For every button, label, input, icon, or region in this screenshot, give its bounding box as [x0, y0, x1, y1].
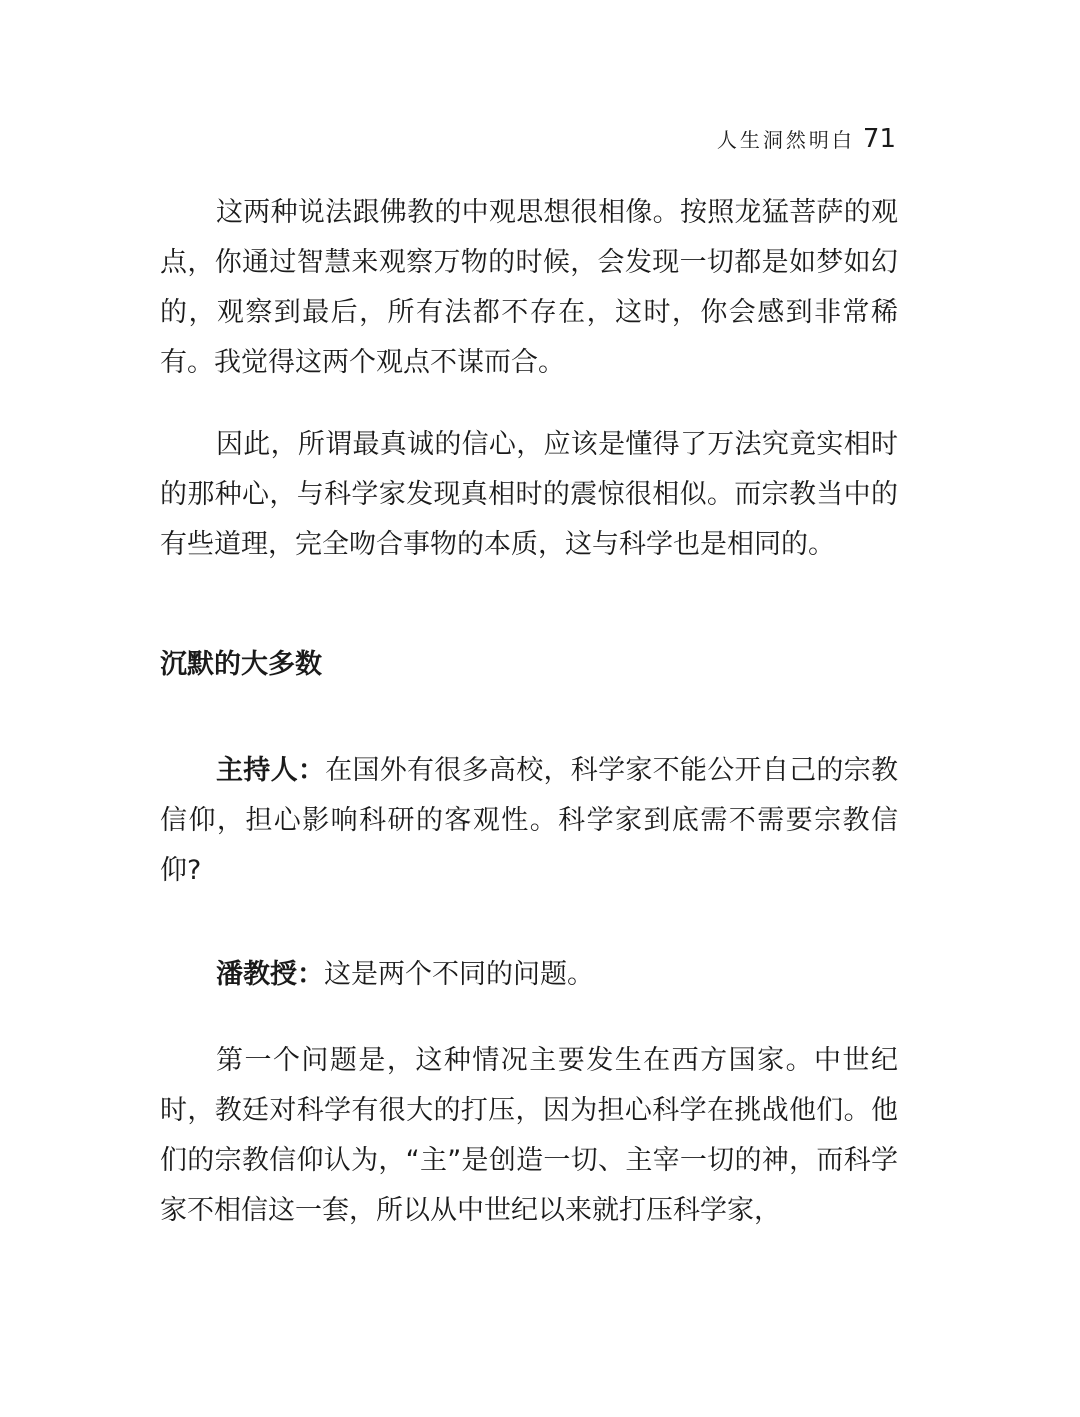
- paragraph-text: 这两种说法跟佛教的中观思想很相像。按照龙猛菩萨的观点，你通过智慧来观察万物的时候，会发现一切都是如梦如幻的，观察到最后，所有法都不存在，这时，你会感到非常稀有。我觉得这两个观点不谋而合。: [160, 197, 898, 378]
- professor-answer-text: 这是两个不同的问题。: [324, 959, 594, 990]
- paragraph-professor-answer: [160, 950, 898, 1000]
- book-title: 人生洞然明白: [716, 128, 855, 152]
- paragraph-host-question: [160, 746, 898, 896]
- paragraph-zhongguan: [160, 188, 898, 388]
- paragraph-text: 因此，所谓最真诚的信心，应该是懂得了万法究竟实相时的那种心，与科学家发现真相时的震惊很相似。而宗教当中的有些道理，完全吻合事物的本质，这与科学也是相同的。: [160, 429, 898, 560]
- speaker-label-host: 主持人：: [216, 755, 326, 786]
- dialogue-line: [160, 746, 898, 896]
- running-header: [600, 120, 896, 159]
- section-heading: 沉默的大多数: [160, 649, 322, 680]
- paragraph-faith: [160, 420, 898, 570]
- page-number: 71: [862, 124, 896, 154]
- paragraph-text: 第一个问题是，这种情况主要发生在西方国家。中世纪时，教廷对科学有很大的打压，因为担心科学在挑战他们。他们的宗教信仰认为，“主”是创造一切、主宰一切的神，而科学家不相信这一套，所以从中世纪以来就打压科学家，: [160, 1045, 898, 1226]
- host-question-text: 在国外有很多高校，科学家不能公开自己的宗教信仰，担心影响科研的客观性。科学家到底需不需要宗教信仰?: [160, 755, 899, 886]
- paragraph-first-issue: [160, 1036, 898, 1236]
- speaker-label-professor: 潘教授：: [216, 959, 324, 990]
- dialogue-line: [160, 950, 898, 1000]
